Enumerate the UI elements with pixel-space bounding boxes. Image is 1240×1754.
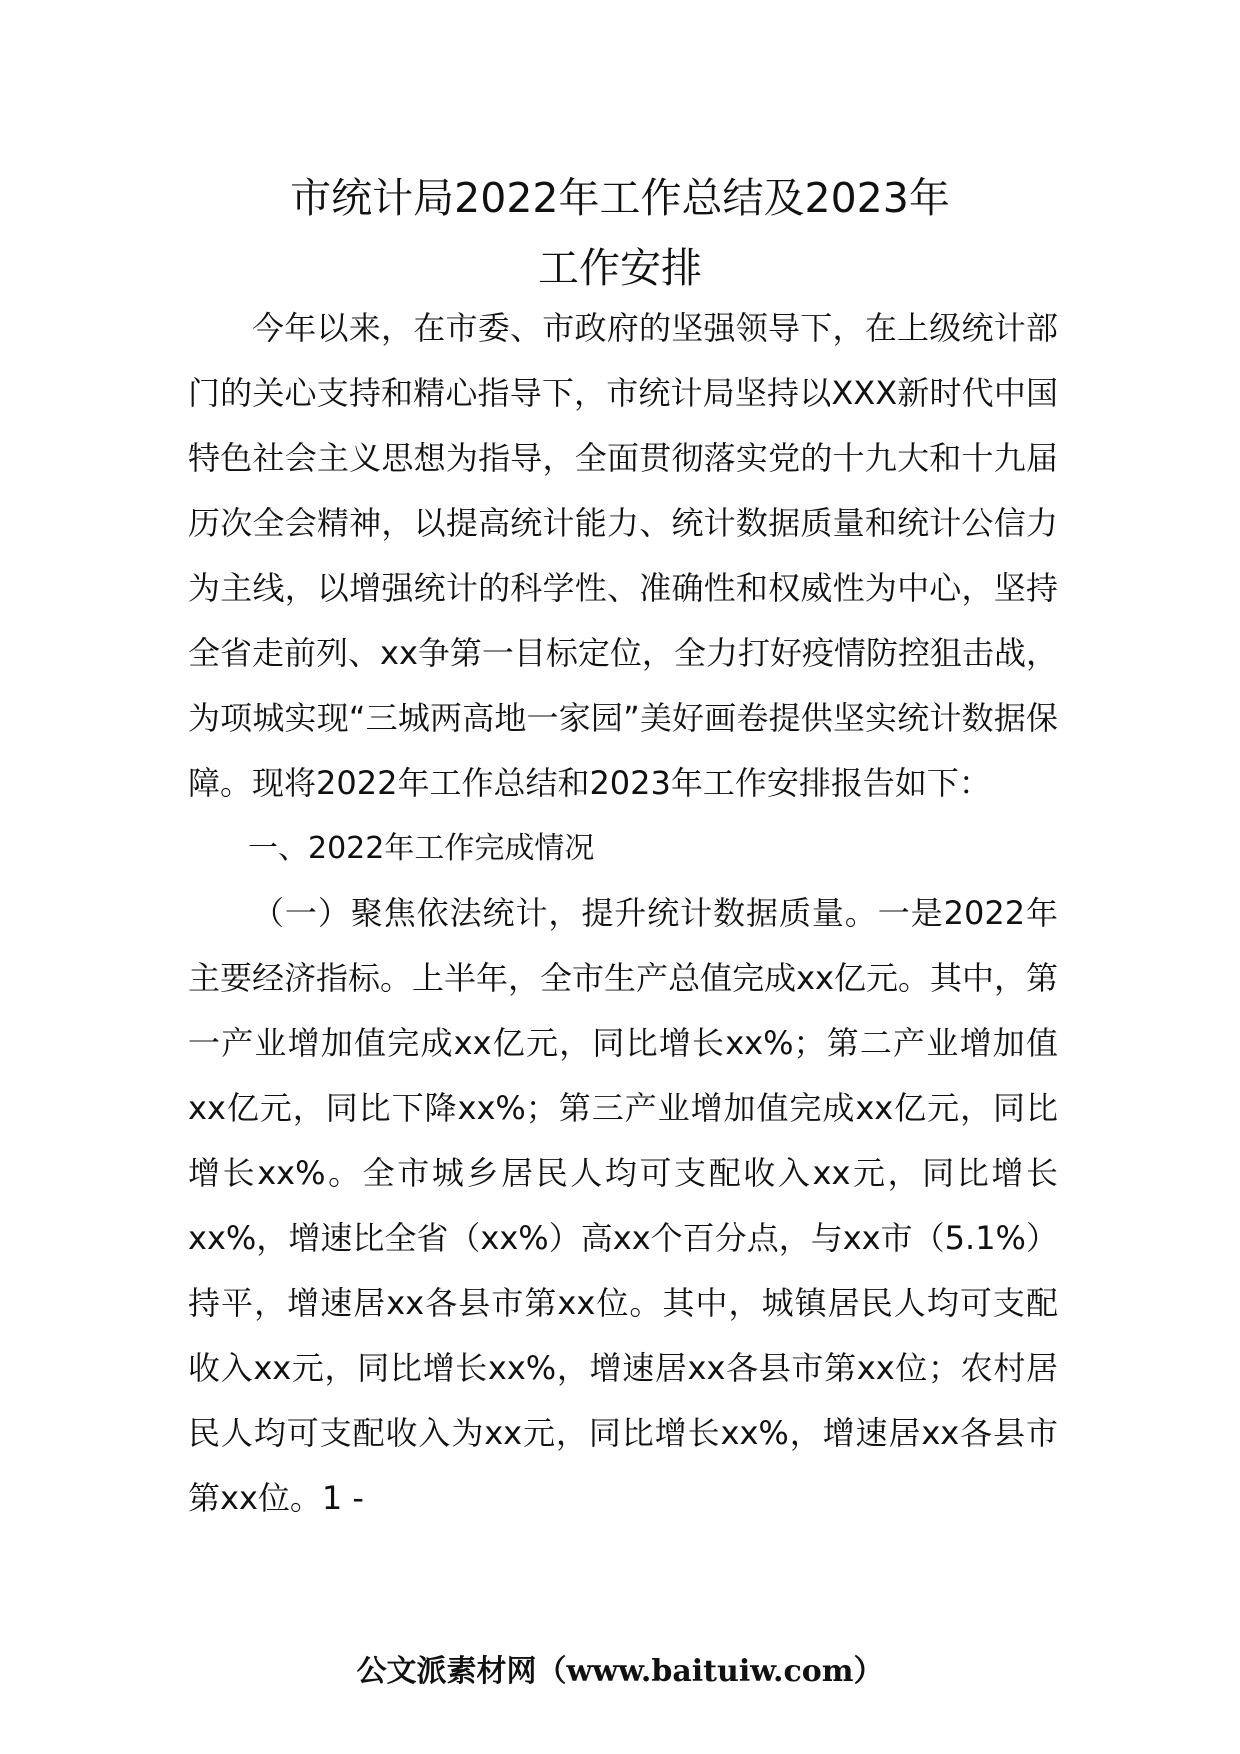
document-title-line2: 工作安排	[538, 244, 702, 292]
document-body	[188, 296, 1058, 1531]
document-title-line1: 市统计局2022年工作总结及2023年	[290, 174, 950, 222]
subsection-paragraph: （一）聚焦依法统计，提升统计数据质量。一是2022年主要经济指标。上半年，全市生产总值完成xx亿元。其中，第一产业增加值完成xx亿元，同比增长xx%；第二产业增加值xx亿元，同比下降xx%；第三产业增加值完成xx亿元，同比增长xx%。全市城乡居民人均可支配收入xx元，同比增长xx%，增速比全省（xx%）高xx个百分点，与xx市（5.1%）持平，增速居xx各县市第xx位。其中，城镇居民人均可支配收入xx元，同比增长xx%，增速居xx各县市第xx位；农村居民人均可支配收入为xx元，同比增长xx%，增速居xx各县市第xx位。1 -	[188, 894, 1058, 1517]
section-heading: 一、2022年工作完成情况	[248, 831, 595, 866]
intro-paragraph: 今年以来，在市委、市政府的坚强领导下，在上级统计部门的关心支持和精心指导下，市统计局坚持以XXX新时代中国特色社会主义思想为指导，全面贯彻落实党的十九大和十九届历次全会精神，以提高统计能力、统计数据质量和统计公信力为主线，以增强统计的科学性、准确性和权威性为中心，坚持全省走前列、xx争第一目标定位，全力打好疫情防控狙击战，为项城实现“三城两高地一家园”美好画卷提供坚实统计数据保障。现将2022年工作总结和2023年工作安排报告如下：	[188, 309, 1058, 802]
footer-watermark: 公文派素材网（www.baituiw.com）	[356, 1654, 884, 1689]
